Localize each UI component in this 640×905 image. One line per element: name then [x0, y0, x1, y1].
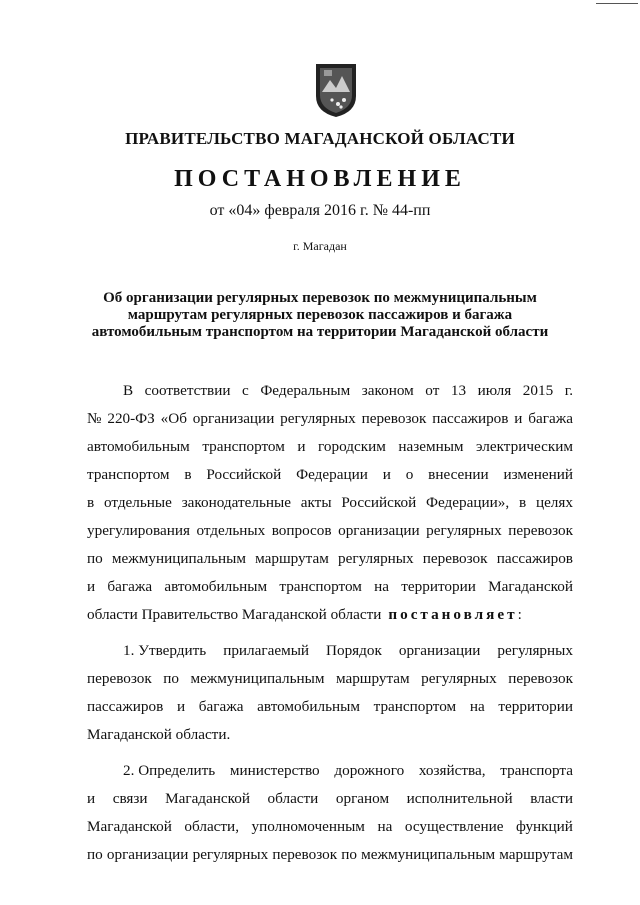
scan-corner-mark: [596, 3, 638, 4]
body-word: межмуниципальным: [361, 846, 496, 863]
body-word: транспорта: [500, 762, 573, 779]
body-word: органом: [335, 790, 390, 807]
body-word: багажа: [107, 578, 153, 595]
body-word: и: [87, 578, 96, 595]
body-word: 1. Утвердить: [123, 642, 207, 659]
body-word: организации: [106, 846, 189, 863]
subject-line: Об организации регулярных перевозок по межмуниципальным: [103, 290, 537, 306]
paragraph-gap: [87, 749, 573, 757]
body-word: в: [87, 494, 95, 511]
body-word: по: [341, 846, 357, 863]
body-word: Магаданской: [165, 790, 250, 807]
body-word: соответствии: [144, 382, 231, 399]
body-word: транспортом: [87, 466, 170, 483]
body-word: на: [377, 818, 393, 835]
body-word: перевозок: [508, 670, 573, 687]
body-word: функций: [515, 818, 573, 835]
body-word: урегулирования: [87, 522, 190, 539]
body-word: 13: [450, 382, 467, 399]
paragraph-gap: [87, 629, 573, 637]
government-title: ПРАВИТЕЛЬСТВО МАГАДАНСКОЙ ОБЛАСТИ: [125, 129, 515, 148]
body-word: хозяйства,: [418, 762, 486, 779]
body-word: Магаданской: [488, 578, 573, 595]
body-word: регулярных: [338, 550, 414, 567]
body-word: Российской: [206, 466, 282, 483]
decree-colon: :: [517, 606, 522, 623]
body-word: транспортом: [279, 578, 362, 595]
document-date-number: от «04» февраля 2016 г. № 44-пп: [209, 202, 431, 219]
body-line: [87, 573, 573, 601]
body-word: с: [242, 382, 249, 399]
paragraph-preamble: [87, 377, 573, 601]
subject-line: маршрутам регулярных перевозок пассажиров и багажа: [127, 307, 513, 323]
body-word: власти: [530, 790, 573, 807]
body-line: [87, 665, 573, 693]
body-word: транспортом: [202, 438, 285, 455]
body-word: дорожного: [334, 762, 405, 779]
body-word: 2015: [522, 382, 554, 399]
body-word: по: [163, 670, 179, 687]
body-word: организации: [398, 642, 481, 659]
body-word: автомобильным: [257, 698, 360, 715]
subject-line: автомобильным транспортом на территории Магаданской области: [91, 324, 549, 340]
body-line: [87, 545, 573, 573]
paragraph-item-1: [87, 637, 573, 721]
body-word: по: [87, 846, 103, 863]
document-subject: [80, 290, 560, 341]
body-word: уполномоченным: [251, 818, 365, 835]
body-word: Федеральным: [260, 382, 351, 399]
body-word: законом: [361, 382, 414, 399]
body-line: [87, 721, 573, 749]
body-word: перевозок: [508, 522, 573, 539]
body-word: и: [514, 410, 523, 427]
body-word: наземным: [398, 438, 464, 455]
body-word: вопросов: [271, 522, 332, 539]
body-word: 220-ФЗ: [107, 410, 155, 427]
body-word: и: [382, 466, 391, 483]
body-word: на: [469, 698, 485, 715]
document-body: [87, 377, 573, 869]
body-line: [87, 841, 573, 869]
body-line: [87, 813, 573, 841]
paragraph-item-2: [87, 757, 573, 869]
body-line: [87, 433, 573, 461]
body-word: и: [87, 790, 96, 807]
body-word: регулярных: [497, 642, 573, 659]
body-word: территории: [498, 698, 573, 715]
body-line: [87, 785, 573, 813]
body-word: маршрутам: [499, 846, 573, 863]
body-word: регулярных: [280, 410, 356, 427]
body-word: перевозок: [87, 670, 152, 687]
body-word: осуществление: [404, 818, 504, 835]
body-word: Федерации»,: [426, 494, 510, 511]
body-text-segment: области Правительство Магаданской области: [87, 606, 382, 623]
body-word: организации: [192, 410, 275, 427]
body-word: по: [87, 550, 103, 567]
body-word: маршрутам: [255, 550, 329, 567]
body-word: электрическим: [476, 438, 573, 455]
body-line: [87, 377, 573, 405]
body-word: Федерации: [296, 466, 368, 483]
body-text-segment: Магаданской области.: [87, 726, 231, 743]
body-word: регулярных: [192, 846, 269, 863]
body-word: регулярных: [421, 670, 497, 687]
body-word: Порядок: [326, 642, 382, 659]
body-word: «Об: [160, 410, 187, 427]
body-word: межмуниципальным: [190, 670, 325, 687]
body-word: межмуниципальным: [111, 550, 246, 567]
body-word: №: [87, 410, 102, 427]
body-word: и: [176, 698, 186, 715]
body-word: регулярных: [426, 522, 502, 539]
body-word: изменений: [503, 466, 573, 483]
body-word: внесении: [428, 466, 489, 483]
body-word: пассажиров: [432, 410, 509, 427]
body-word: Российской: [341, 494, 417, 511]
body-word: автомобильным: [164, 578, 268, 595]
body-line: [87, 601, 573, 629]
body-word: пассажиров: [87, 698, 164, 715]
body-word: области,: [184, 818, 239, 835]
decree-word: постановляет: [388, 606, 518, 623]
body-word: багажа: [528, 410, 573, 427]
body-word: транспортом: [373, 698, 457, 715]
body-word: перевозок: [361, 410, 427, 427]
body-line: [87, 757, 573, 785]
coat-of-arms-emblem: [314, 62, 358, 118]
body-word: целях: [535, 494, 573, 511]
body-line: [87, 405, 573, 433]
body-word: г.: [564, 382, 573, 399]
body-word: перевозок: [272, 846, 338, 863]
body-word: акты: [300, 494, 332, 511]
body-line: [87, 517, 573, 545]
body-line: [87, 693, 573, 721]
body-word: связи: [112, 790, 148, 807]
body-word: багажа: [198, 698, 244, 715]
body-word: перевозок: [422, 550, 488, 567]
body-word: законодательные: [181, 494, 291, 511]
body-word: отдельных: [196, 522, 266, 539]
body-line: [87, 489, 573, 517]
body-word: автомобильным: [87, 438, 190, 455]
body-word: и: [297, 438, 306, 455]
body-word: июля: [477, 382, 512, 399]
body-line: [87, 461, 573, 489]
body-word: министерство: [229, 762, 320, 779]
body-word: 2. Определить: [123, 762, 216, 779]
body-word: городским: [318, 438, 386, 455]
body-word: пассажиров: [496, 550, 573, 567]
body-word: в: [184, 466, 192, 483]
body-word: от: [425, 382, 440, 399]
body-word: организации: [338, 522, 420, 539]
body-word: в: [518, 494, 527, 511]
document-type: ПОСТАНОВЛЕНИЕ: [174, 166, 466, 192]
body-word: прилагаемый: [223, 642, 310, 659]
body-word: на: [374, 578, 389, 595]
body-word: Магаданской: [87, 818, 172, 835]
body-line: [87, 637, 573, 665]
body-word: области: [267, 790, 319, 807]
document-city: г. Магадан: [293, 239, 347, 253]
body-word: В: [123, 382, 134, 399]
body-word: отдельные: [103, 494, 172, 511]
body-word: исполнительной: [406, 790, 513, 807]
body-word: о: [405, 466, 414, 483]
body-word: маршрутам: [335, 670, 410, 687]
body-word: территории: [401, 578, 476, 595]
